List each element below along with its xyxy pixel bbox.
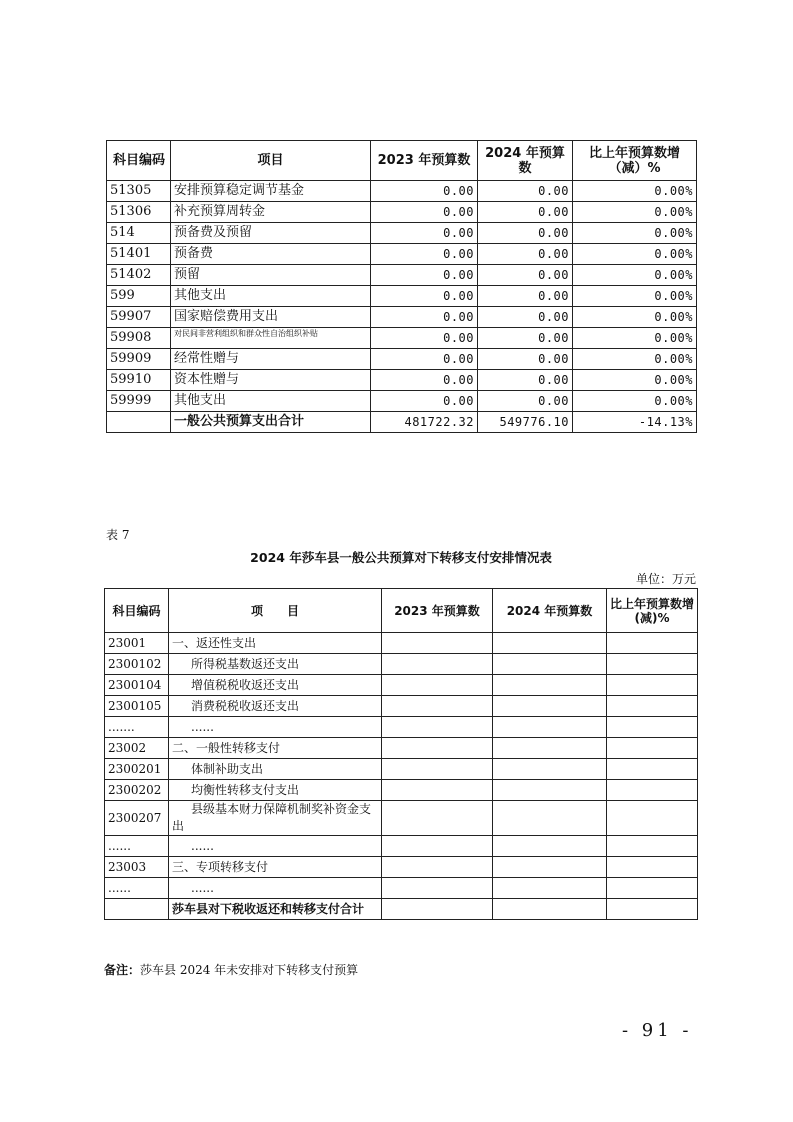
budget-2024-cell [493,675,607,696]
item-cell: 消费税税收返还支出 [169,696,382,717]
budget-2023-cell: 0.00 [371,307,478,328]
budget-2024-cell: 0.00 [478,265,573,286]
budget-2023-cell [382,836,493,857]
budget-2024-cell [493,899,607,920]
change-cell: 0.00% [573,286,697,307]
change-cell: 0.00% [573,307,697,328]
item-cell: 其他支出 [171,391,371,412]
table-row [107,307,697,328]
table-row [105,633,698,654]
table-header-row [107,141,697,181]
code-cell: 51401 [107,244,171,265]
table-row [105,696,698,717]
code-cell: ...... [105,836,169,857]
budget-2023-cell [382,654,493,675]
budget-2023-cell: 0.00 [371,181,478,202]
budget-2024-cell: 0.00 [478,223,573,244]
item-cell: ...... [169,836,382,857]
table-row [107,202,697,223]
item-cell: 一、返还性支出 [169,633,382,654]
table-row [105,836,698,857]
item-cell: ...... [169,878,382,899]
budget-2023-cell [382,801,493,836]
change-cell [607,801,698,836]
budget-2023-cell: 0.00 [371,202,478,223]
budget-2024-cell: 0.00 [478,202,573,223]
change-cell: 0.00% [573,349,697,370]
budget-2024-cell: 549776.10 [478,412,573,433]
code-cell: 51306 [107,202,171,223]
item-cell: 所得税基数返还支出 [169,654,382,675]
change-cell [607,857,698,878]
code-cell: 599 [107,286,171,307]
table-row [105,857,698,878]
header-2024: 2024 年预算数 [478,141,573,181]
budget-2023-cell [382,633,493,654]
budget-2024-cell [493,801,607,836]
table-row [105,801,698,836]
item-cell: 二、一般性转移支付 [169,738,382,759]
total-row [107,412,697,433]
header-change: 比上年预算数增 (减)% [607,589,698,633]
item-cell: 预留 [171,265,371,286]
change-cell [607,836,698,857]
item-cell: 安排预算稳定调节基金 [171,181,371,202]
table-row [105,878,698,899]
budget-2024-cell: 0.00 [478,286,573,307]
item-cell: 经常性赠与 [171,349,371,370]
table-row [107,181,697,202]
code-cell: ....... [105,717,169,738]
header-2023: 2023 年预算数 [382,589,493,633]
item-cell: 体制补助支出 [169,759,382,780]
budget-2023-cell [382,717,493,738]
table-row [105,654,698,675]
item-cell: 县级基本财力保障机制奖补资金支出 [169,801,382,836]
change-cell [607,696,698,717]
change-cell [607,738,698,759]
table-row [105,780,698,801]
budget-2023-cell: 0.00 [371,349,478,370]
item-cell: 预备费及预留 [171,223,371,244]
header-code: 科目编码 [107,141,171,181]
budget-2023-cell: 0.00 [371,391,478,412]
code-cell: 59908 [107,328,171,349]
header-2023: 2023 年预算数 [371,141,478,181]
code-cell [107,412,171,433]
code-cell: 2300102 [105,654,169,675]
item-cell: 增值税税收返还支出 [169,675,382,696]
budget-2023-cell: 481722.32 [371,412,478,433]
code-cell: 23001 [105,633,169,654]
item-cell: ...... [169,717,382,738]
budget-2023-cell [382,675,493,696]
code-cell: ...... [105,878,169,899]
code-cell: 2300201 [105,759,169,780]
budget-2023-cell: 0.00 [371,370,478,391]
table-row [107,244,697,265]
footnote-text: 莎车县 2024 年未安排对下转移支付预算 [140,963,359,977]
item-cell: 资本性赠与 [171,370,371,391]
change-cell [607,633,698,654]
transfer-payment-table [104,588,698,920]
table-row [107,349,697,370]
item-cell: 其他支出 [171,286,371,307]
item-cell: 对民间非营利组织和群众性自治组织补贴 [171,328,371,349]
page-number: - 91 - [622,1020,693,1041]
change-cell: 0.00% [573,391,697,412]
change-cell [607,878,698,899]
budget-2024-cell [493,836,607,857]
change-cell: 0.00% [573,244,697,265]
code-cell: 23003 [105,857,169,878]
table-row [105,738,698,759]
budget-2024-cell [493,633,607,654]
budget-2024-cell [493,738,607,759]
change-cell: 0.00% [573,265,697,286]
budget-2023-cell [382,857,493,878]
change-cell [607,675,698,696]
budget-2024-cell: 0.00 [478,328,573,349]
item-cell: 国家赔偿费用支出 [171,307,371,328]
table-row [105,759,698,780]
code-cell: 59909 [107,349,171,370]
budget-2024-cell [493,717,607,738]
table-row [107,370,697,391]
change-cell [607,717,698,738]
table-title: 2024 年莎车县一般公共预算对下转移支付安排情况表 [250,550,552,565]
code-cell: 514 [107,223,171,244]
table-row [107,286,697,307]
item-cell: 预备费 [171,244,371,265]
change-cell [607,654,698,675]
change-cell: 0.00% [573,370,697,391]
budget-2024-cell [493,759,607,780]
code-cell: 51402 [107,265,171,286]
code-cell: 2300207 [105,801,169,836]
table-header-row [105,589,698,633]
change-cell: 0.00% [573,181,697,202]
table-row [107,223,697,244]
change-cell [607,780,698,801]
budget-2024-cell [493,696,607,717]
budget-2023-cell [382,738,493,759]
code-cell [105,899,169,920]
code-cell: 59910 [107,370,171,391]
budget-2024-cell: 0.00 [478,307,573,328]
change-cell: 0.00% [573,223,697,244]
table-number: 表 7 [106,528,130,542]
item-cell: 莎车县对下税收返还和转移支付合计 [169,899,382,920]
total-row [105,899,698,920]
header-item: 项 目 [169,589,382,633]
budget-2023-cell [382,696,493,717]
table-row [105,675,698,696]
code-cell: 2300104 [105,675,169,696]
item-cell: 均衡性转移支付支出 [169,780,382,801]
budget-2024-cell [493,878,607,899]
table-row [107,265,697,286]
budget-2023-cell [382,759,493,780]
table-row [107,328,697,349]
header-change: 比上年预算数增（减）% [573,141,697,181]
code-cell: 23002 [105,738,169,759]
budget-2023-cell [382,878,493,899]
budget-2023-cell [382,899,493,920]
item-cell: 一般公共预算支出合计 [171,412,371,433]
header-2024: 2024 年预算数 [493,589,607,633]
budget-2023-cell: 0.00 [371,244,478,265]
change-cell: -14.13% [573,412,697,433]
budget-expenditure-table [106,140,697,433]
budget-2024-cell [493,654,607,675]
budget-2024-cell: 0.00 [478,370,573,391]
code-cell: 59999 [107,391,171,412]
budget-2023-cell: 0.00 [371,328,478,349]
table-row [105,717,698,738]
footnote [104,961,358,978]
budget-2024-cell: 0.00 [478,181,573,202]
budget-2023-cell: 0.00 [371,265,478,286]
code-cell: 2300202 [105,780,169,801]
budget-2024-cell: 0.00 [478,349,573,370]
change-cell: 0.00% [573,202,697,223]
code-cell: 2300105 [105,696,169,717]
budget-2024-cell [493,780,607,801]
change-cell: 0.00% [573,328,697,349]
code-cell: 51305 [107,181,171,202]
item-cell: 三、专项转移支付 [169,857,382,878]
budget-2024-cell: 0.00 [478,391,573,412]
budget-2024-cell: 0.00 [478,244,573,265]
budget-2023-cell: 0.00 [371,286,478,307]
code-cell: 59907 [107,307,171,328]
budget-2023-cell [382,780,493,801]
change-cell [607,899,698,920]
item-cell: 补充预算周转金 [171,202,371,223]
budget-2023-cell: 0.00 [371,223,478,244]
table-row [107,391,697,412]
budget-2024-cell [493,857,607,878]
unit-label: 单位：万元 [635,572,696,586]
change-cell [607,759,698,780]
footnote-label: 备注： [104,963,141,977]
header-item: 项目 [171,141,371,181]
header-code: 科目编码 [105,589,169,633]
